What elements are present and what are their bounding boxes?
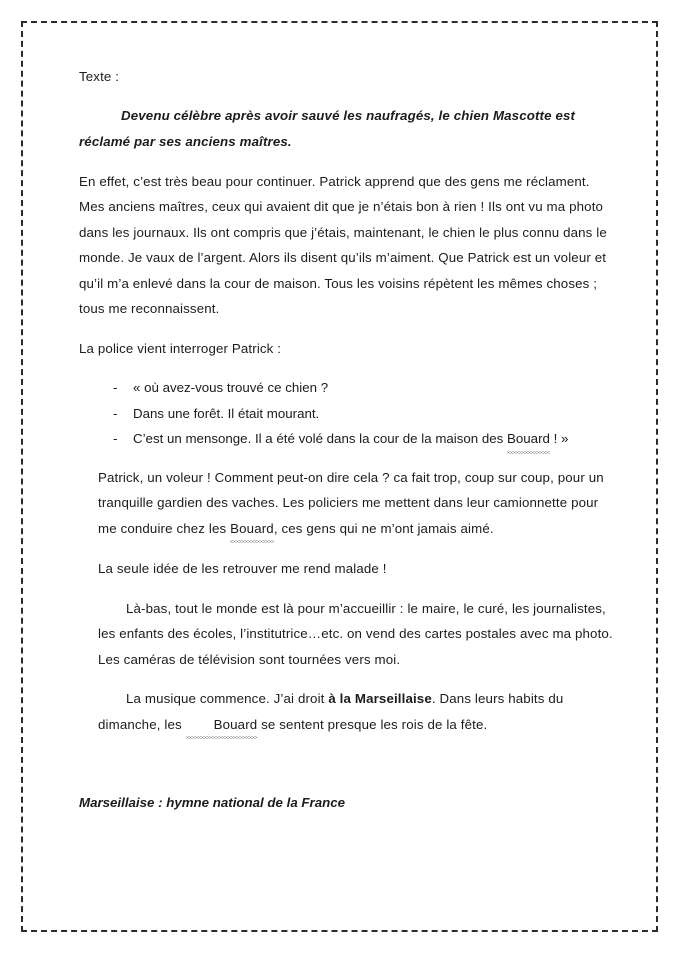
list-item-text: « où avez-vous trouvé ce chien ? [133, 380, 329, 395]
paragraph-text-middle: . Dans leurs habits du dimanche, les [98, 691, 564, 732]
paragraph-patrick-voleur [98, 465, 613, 543]
list-item [79, 375, 613, 401]
paragraph-text-before: La musique commence. J’ai droit [126, 691, 329, 706]
paragraph-seule-idee: La seule idée de les retrouver me rend malade ! [98, 561, 387, 576]
paragraph-la-musique [98, 686, 613, 738]
list-item [79, 401, 613, 427]
list-item-text-after: ! » [549, 431, 569, 446]
paragraph-text-after: se sentent presque les rois de la fête. [257, 716, 488, 732]
list-item [79, 426, 613, 453]
paragraph-text-after: , ces gens qui ne m’ont jamais aimé. [273, 520, 494, 536]
list-item-text-before: C’est un mensonge. Il a été volé dans la cour de la maison des [133, 431, 508, 446]
misspelled-word-bouard: Bouard [186, 712, 258, 739]
dialogue-list [79, 375, 613, 453]
paragraph-la-bas: Là-bas, tout le monde est là pour m’accueillir : le maire, le curé, les journalistes, les enfants des écoles, l’institutrice…etc. on vend des cartes postales avec ma photo. Les caméras de télévision sont tournées vers moi. [98, 600, 613, 667]
paragraph-police-intro: La police vient interroger Patrick : [79, 340, 282, 356]
misspelled-word-bouard: Bouard [230, 516, 274, 543]
paragraph-en-effet: En effet, c’est très beau pour continuer. Patrick apprend que des gens me réclament. Mes anciens maîtres, ceux qui avaient dit que je n’étais bon à rien ! Ils ont vu ma photo dans les journaux. Ils ont compris que j’étais, maintenant, le chien le plus connu dans le monde. Je vaux de l’argent. Alors ils disent qu’ils m’aiment. Que Patrick est un voleur et qu’il m’a enlevé dans la cour de maison. Tous les voisins répètent les mêmes choses ; tous me reconnaissent. [79, 173, 607, 316]
dash-bullet-icon: - [113, 405, 118, 421]
bold-phrase-marseillaise: à la Marseillaise [328, 691, 432, 706]
dash-bullet-icon: - [113, 380, 118, 395]
misspelled-word-bouard: Bouard [507, 426, 550, 453]
paragraph-text-before: Patrick, un voleur ! Comment peut-on dire cela ? ca fait trop, coup sur coup, pour un tranquille gardien des vaches. Les policiers me mettent dans leur camionnette pour me conduire chez les [98, 469, 604, 536]
list-item-text: Dans une forêt. Il était mourant. [133, 405, 320, 421]
text-title-heading: Devenu célèbre après avoir sauvé les naufragés, le chien Mascotte est réclamé par ses anciens maîtres. [79, 107, 576, 149]
dash-bullet-icon: - [113, 431, 118, 446]
texte-label: Texte : [79, 69, 120, 84]
footnote-marseillaise: Marseillaise : hymne national de la France [79, 795, 346, 810]
